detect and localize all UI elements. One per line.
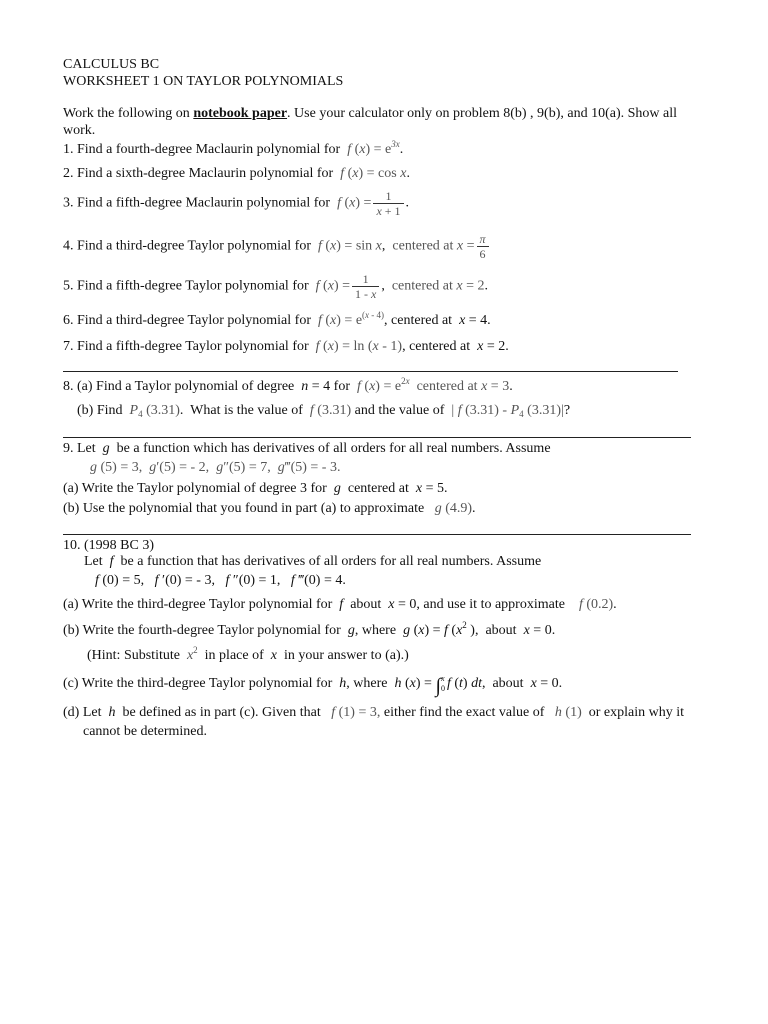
problem-10-hint: (Hint: Substitute $x^2$ in place of x in your answer to (a).) [87,645,409,663]
problem-10a: (a) Write the third-degree Taylor polynomial for f about x = 0, and use it to approximate f (0.2). [63,597,617,612]
problem-9: 9. Let g be a function which has derivatives of all orders for all real numbers. Assume [63,441,551,456]
problem-3: 3. Find a fifth-degree Maclaurin polynomial for f (x) = $\frac{1}{x + 1}$ . [63,189,410,218]
problem-10d-cont: cannot be determined. [83,724,208,739]
formula: f [314,313,322,328]
problem-10b: (b) Write the fourth-degree Taylor polynomial for g, where g (x) = f ($x^2$ ), about x = 0. [63,620,556,638]
formula: f [343,142,352,157]
divider-rule [63,371,678,372]
formula: f [312,278,320,294]
problem-10: 10. (1998 BC 3) [63,538,154,553]
instructions-cont: work. [63,123,96,138]
divider-rule [63,437,691,438]
instructions: Work the following on notebook paper. Use your calculator only on problem 8(b) , 9(b), and 10(a). Show all [63,106,678,121]
worksheet-title: WORKSHEET 1 ON TAYLOR POLYNOMIALS [63,74,344,89]
formula: f [312,339,320,354]
problem-6: 6. Find a third-degree Taylor polynomial for f $(x) = e^{(x - 4)}$, centered at x = 4. [63,310,491,328]
course-title: CALCULUS BC [63,57,160,72]
formula: f [314,238,322,254]
problem-8a: 8. (a) Find a Taylor polynomial of degree n = 4 for f $(x) = e^{2x}$ centered at x = 3. [63,376,513,394]
problem-8b: (b) Find $P_4$ (3.31). What is the value of f (3.31) and the value of | f $(3.31) - P_4$ (3.31)|? [77,403,571,419]
problem-9b: (b) Use the polynomial that you found in part (a) to approximate g (4.9). [63,501,476,516]
notebook-paper-emphasis: notebook paper [193,106,288,121]
problem-4: 4. Find a third-degree Taylor polynomial for f (x) = sin x, centered at x = $\frac{\pi}{6}$ [63,232,491,261]
problem-9a: (a) Write the Taylor polynomial of degree 3 for g centered at x = 5. [63,481,448,496]
problem-5: 5. Find a fifth-degree Taylor polynomial for f (x) = $\frac{1}{1 - x}$ , centered at x = 2. [63,272,488,301]
formula: f [336,166,345,181]
problem-1: 1. Find a fourth-degree Maclaurin polynomial for f $(x) = e^{3x}$. [63,139,404,157]
divider-rule [63,534,691,535]
problem-10d: (d) Let h be defined as in part (c). Given that f (1) = 3, either find the exact value of h (1) or explain why it [63,705,685,720]
problem-10-given: f (0) = 5, f ′(0) = - 3, f ″(0) = 1, f ‴(0) = 4. [95,573,346,588]
problem-10c: (c) Write the third-degree Taylor polynomial for h, where h (x) = ∫x 0 f (t) dt, about x = 0. [63,674,563,698]
problem-7: 7. Find a fifth-degree Taylor polynomial for f (x) = ln (x - 1), centered at x = 2. [63,339,509,354]
problem-9-given: g (5) = 3, g′(5) = - 2, g″(5) = 7, g‴(5) = - 3. [90,460,341,475]
problem-2: 2. Find a sixth-degree Maclaurin polynomial for f (x) = cos x. [63,166,410,181]
formula: f [333,195,341,211]
problem-10-intro: Let f be a function that has derivatives of all orders for all real numbers. Assume [84,554,542,569]
